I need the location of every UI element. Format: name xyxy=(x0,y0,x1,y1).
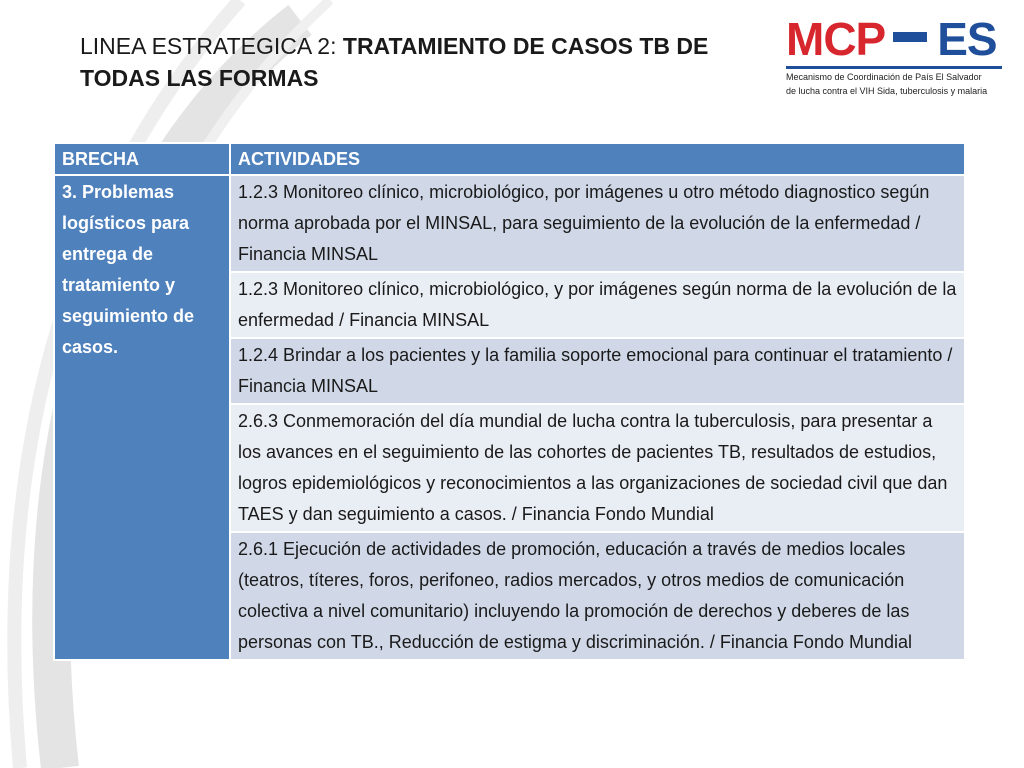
table-row xyxy=(54,175,965,272)
activities-table xyxy=(53,142,966,661)
logo-es: ES xyxy=(937,13,997,65)
header-actividades: ACTIVIDADES xyxy=(230,143,965,175)
header-brecha: BRECHA xyxy=(54,143,230,175)
table-header-row xyxy=(54,143,965,175)
activity-cell: 1.2.3 Monitoreo clínico, microbiológico, y por imágenes según norma de la evolución de la enfermedad / Financia MINSAL xyxy=(230,272,965,338)
logo-dash xyxy=(893,32,927,42)
title-lead: LINEA ESTRATEGICA 2: xyxy=(80,33,343,59)
logo-subtitle-2: de lucha contra el VIH Sida, tuberculosis y malaria xyxy=(786,86,988,96)
activity-cell: 2.6.3 Conmemoración del día mundial de lucha contra la tuberculosis, para presentar a los avances en el seguimiento de las cohortes de pacientes TB, resultados de estudios, logros epidemiológicos y reconocimientos a las organizaciones de sociedad civil que dan TAES y dan seguimiento a casos. / Financia Fondo Mundial xyxy=(230,404,965,532)
logo-subtitle-1: Mecanismo de Coordinación de País El Salvador xyxy=(786,72,982,82)
title-bold: TRATAMIENTO DE CASOS TB DE TODAS LAS FORMAS xyxy=(80,33,709,91)
activity-cell: 2.6.1 Ejecución de actividades de promoción, educación a través de medios locales (teatros, títeres, foros, perifoneo, radios mercados, y otros medios de comunicación colectiva a nivel comunitario) incluyendo la promoción de derechos y deberes de las personas con TB., Reducción de estigma y discriminación. / Financia Fondo Mundial xyxy=(230,532,965,660)
logo-underline xyxy=(786,66,1002,69)
logo-wordmark xyxy=(786,14,1008,64)
activity-cell: 1.2.4 Brindar a los pacientes y la familia soporte emocional para continuar el tratamiento / Financia MINSAL xyxy=(230,338,965,404)
mcp-es-logo xyxy=(786,13,1008,96)
logo-mcp: MCP xyxy=(786,13,886,65)
activity-cell: 1.2.3 Monitoreo clínico, microbiológico, por imágenes u otro método diagnostico según norma aprobada por el MINSAL, para seguimiento de la evolución de la enfermedad / Financia MINSAL xyxy=(230,175,965,272)
brecha-cell: 3. Problemas logísticos para entrega de tratamiento y seguimiento de casos. xyxy=(54,175,230,660)
slide-title xyxy=(80,30,720,94)
